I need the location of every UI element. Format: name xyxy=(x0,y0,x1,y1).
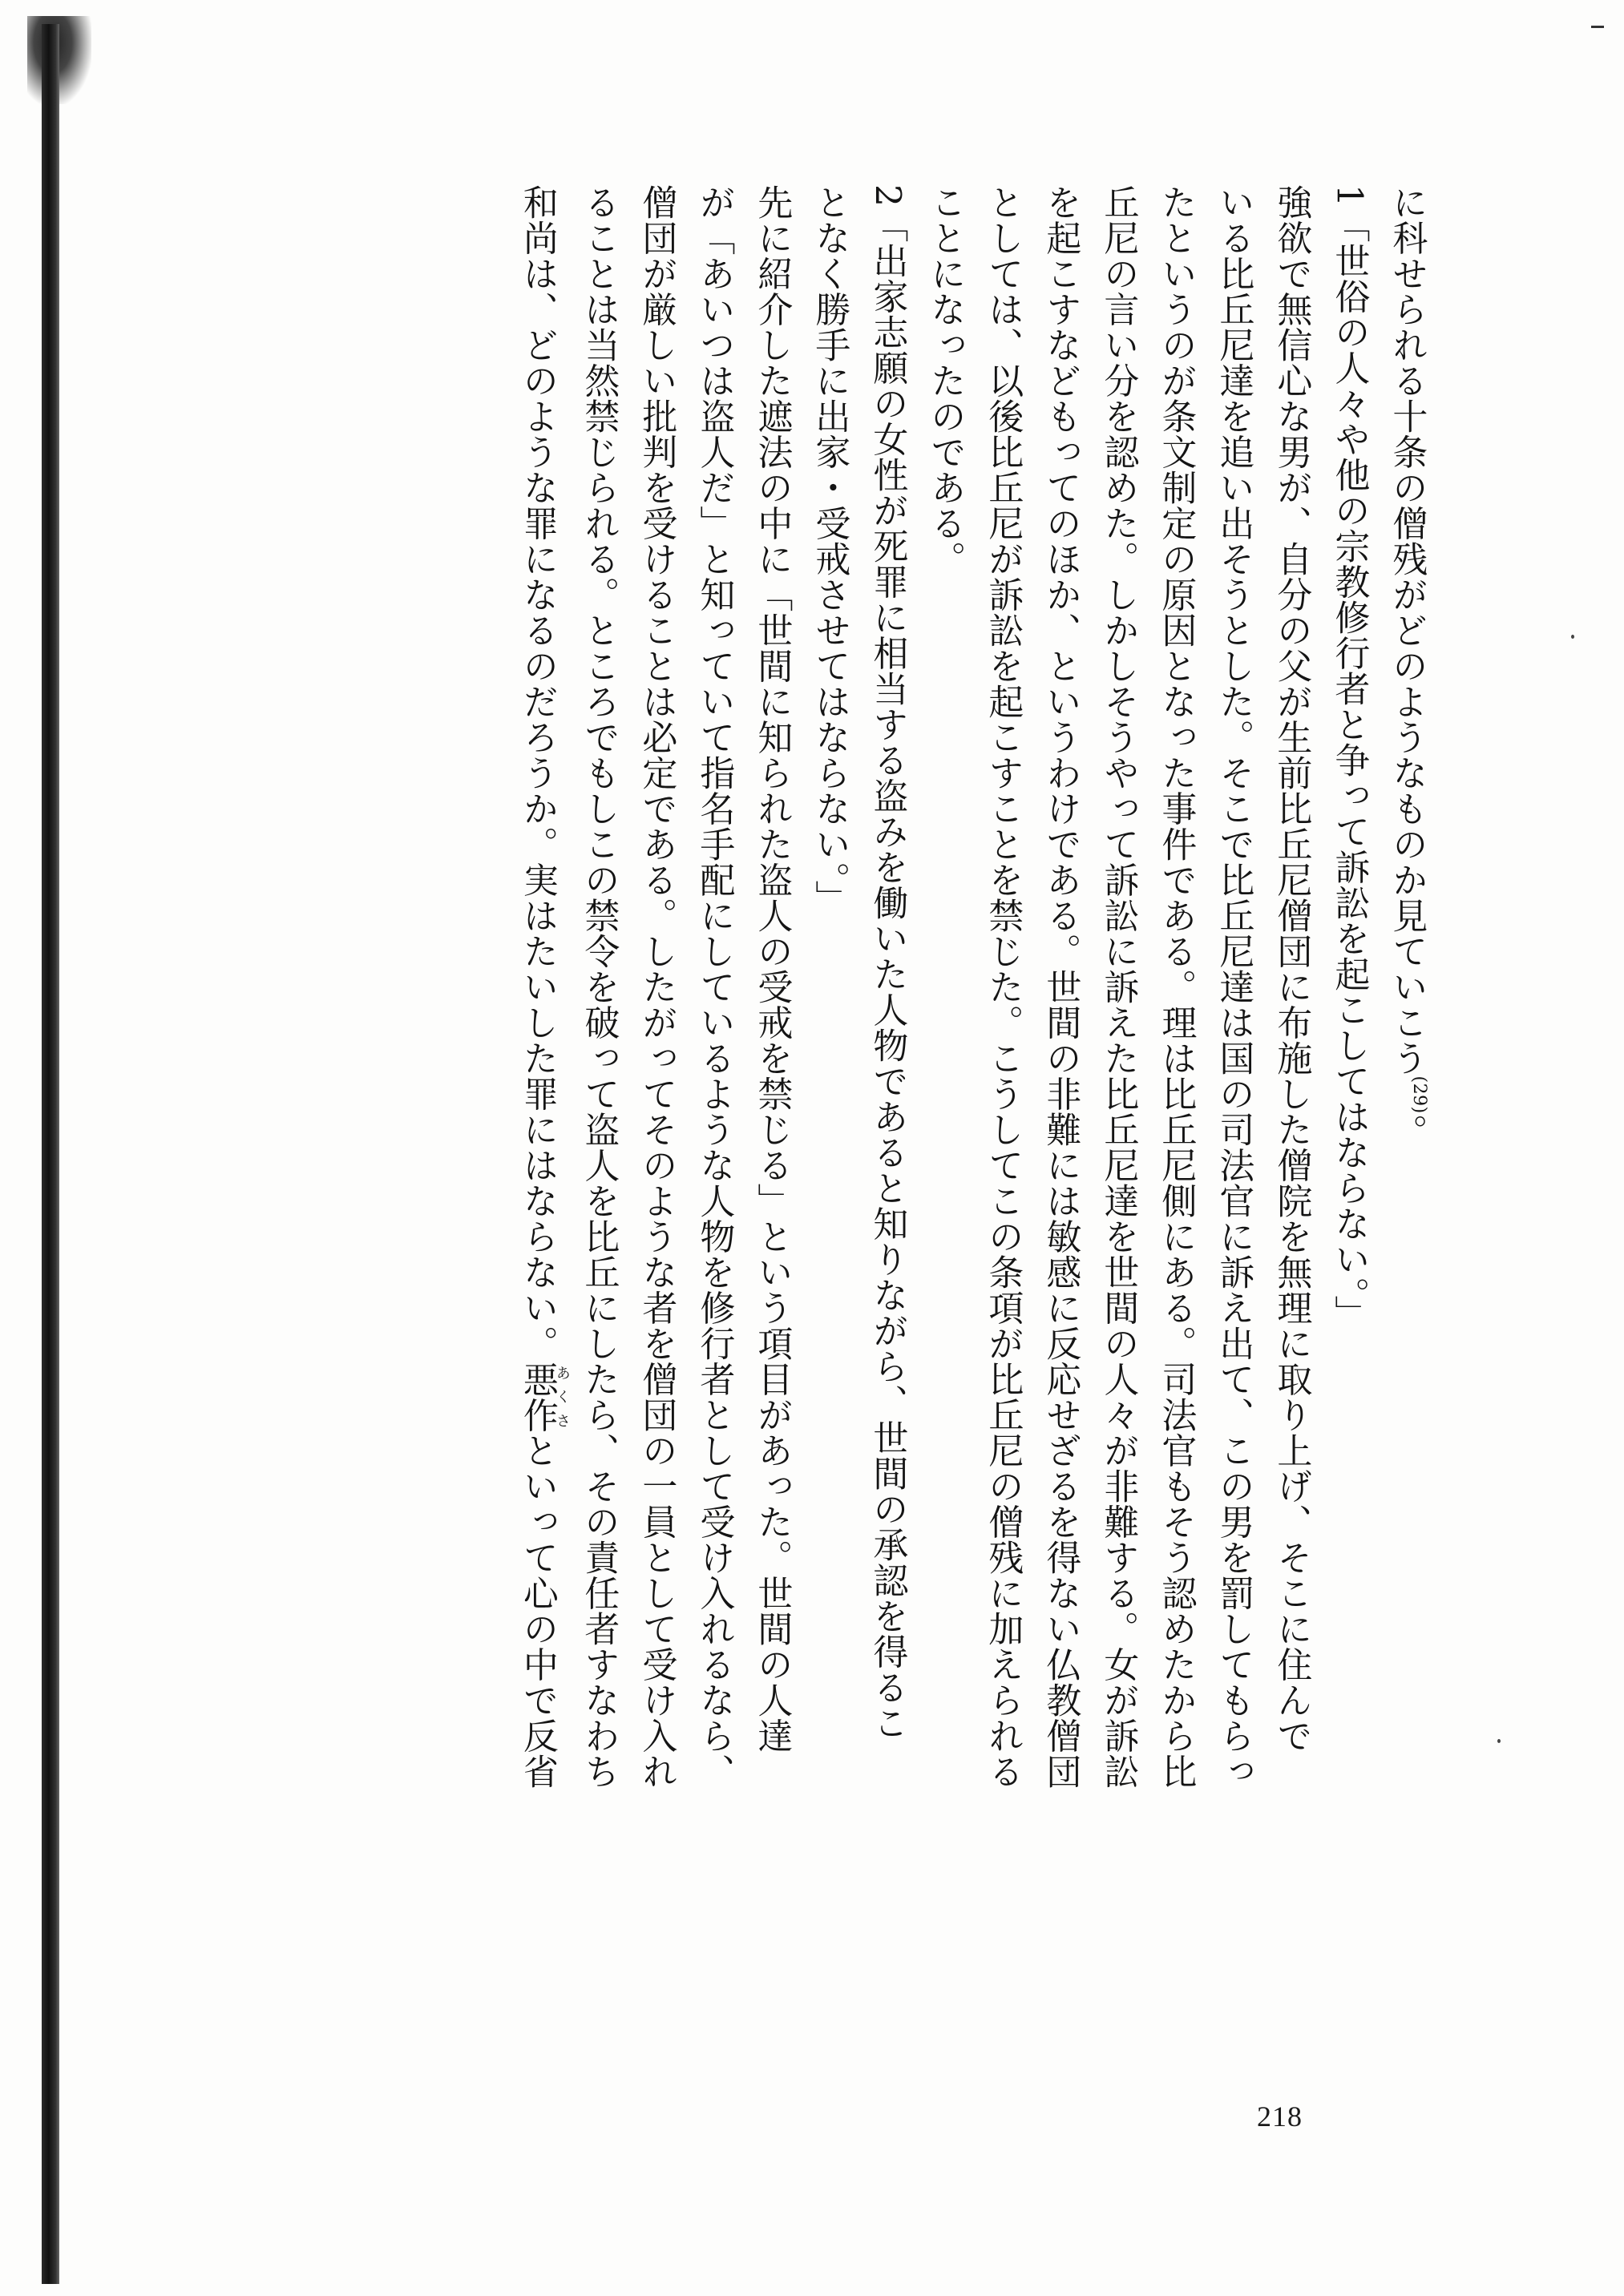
text-line: 丘尼の言い分を認めた。しかしそうやって訴訟に訴えた比丘尼達を世間の人々が非難する。女が訴訟 xyxy=(1097,184,1139,1790)
text-line: ることは当然禁じられる。ところでもしこの禁令を破って盗人を比丘にしたら、その責任者すなわち xyxy=(578,184,620,1790)
scan-speck xyxy=(1571,635,1574,639)
text-line: に科せられる十条の僧残がどのようなものか見ていこう$^{(29)}$。 xyxy=(1386,184,1429,1150)
binding-edge xyxy=(42,24,59,2284)
ruby-term: 悪作あくさ xyxy=(516,1361,571,1433)
text-line: が「あいつは盗人だ」と知っていて指名手配にしているような人物を修行者として受け入れるなら、 xyxy=(693,184,735,1790)
text-line: を起こすなどもってのほか、というわけである。世間の非難には敏感に反応せざるを得ない仏教僧団 xyxy=(1040,184,1081,1790)
text-line: ことになったのである。 xyxy=(924,184,966,577)
rule-2-heading: 2「出家志願の女性が死罪に相当する盗みを働いた人物であると知りながら、世間の承認を得るこ xyxy=(867,184,908,1741)
scan-speck xyxy=(1497,1739,1501,1743)
text-line: 僧団が厳しい批判を受けることは必定である。したがってそのような者を僧団の一員として受け入れ xyxy=(636,184,677,1790)
binding-shadow xyxy=(27,16,91,104)
body-text xyxy=(508,184,1448,1987)
rule-2-heading-cont: となく勝手に出家・受戒させてはならない。」 xyxy=(809,184,850,916)
text-line: としては、以後比丘尼が訴訟を起こすことを禁じた。こうしてこの条項が比丘尼の僧残に加えられる xyxy=(982,184,1024,1790)
text-line: いる比丘尼達を追い出そうとした。そこで比丘尼達は国の司法官に訴え出て、この男を罰してもらっ xyxy=(1213,184,1254,1790)
page-number: 218 xyxy=(1257,2100,1303,2133)
rule-1-heading: 1「世俗の人々や他の宗教修行者と争って訴訟を起こしてはならない。」 xyxy=(1328,184,1370,1331)
text-line: 強欲で無信心な男が、自分の父が生前比丘尼僧団に布施した僧院を無理に取り上げ、そこに住んで xyxy=(1271,184,1312,1753)
scan-mark xyxy=(1591,26,1604,28)
text-line: 先に紹介した遮法の中に「世間に知られた盗人の受戒を禁じる」という項目があった。世間の人達 xyxy=(751,184,793,1753)
text-line: 和尚は、どのような罪になるのだろうか。実はたいした罪にはならない。悪作あくさといって心の中で反省 xyxy=(516,184,571,1790)
endnote-marker: (29) xyxy=(1409,1075,1429,1114)
ruby-reading: あくさ xyxy=(553,1361,571,1433)
text-line: たというのが条文制定の原因となった事件である。理は比丘尼側にある。司法官もそう認めたから比 xyxy=(1155,184,1197,1790)
